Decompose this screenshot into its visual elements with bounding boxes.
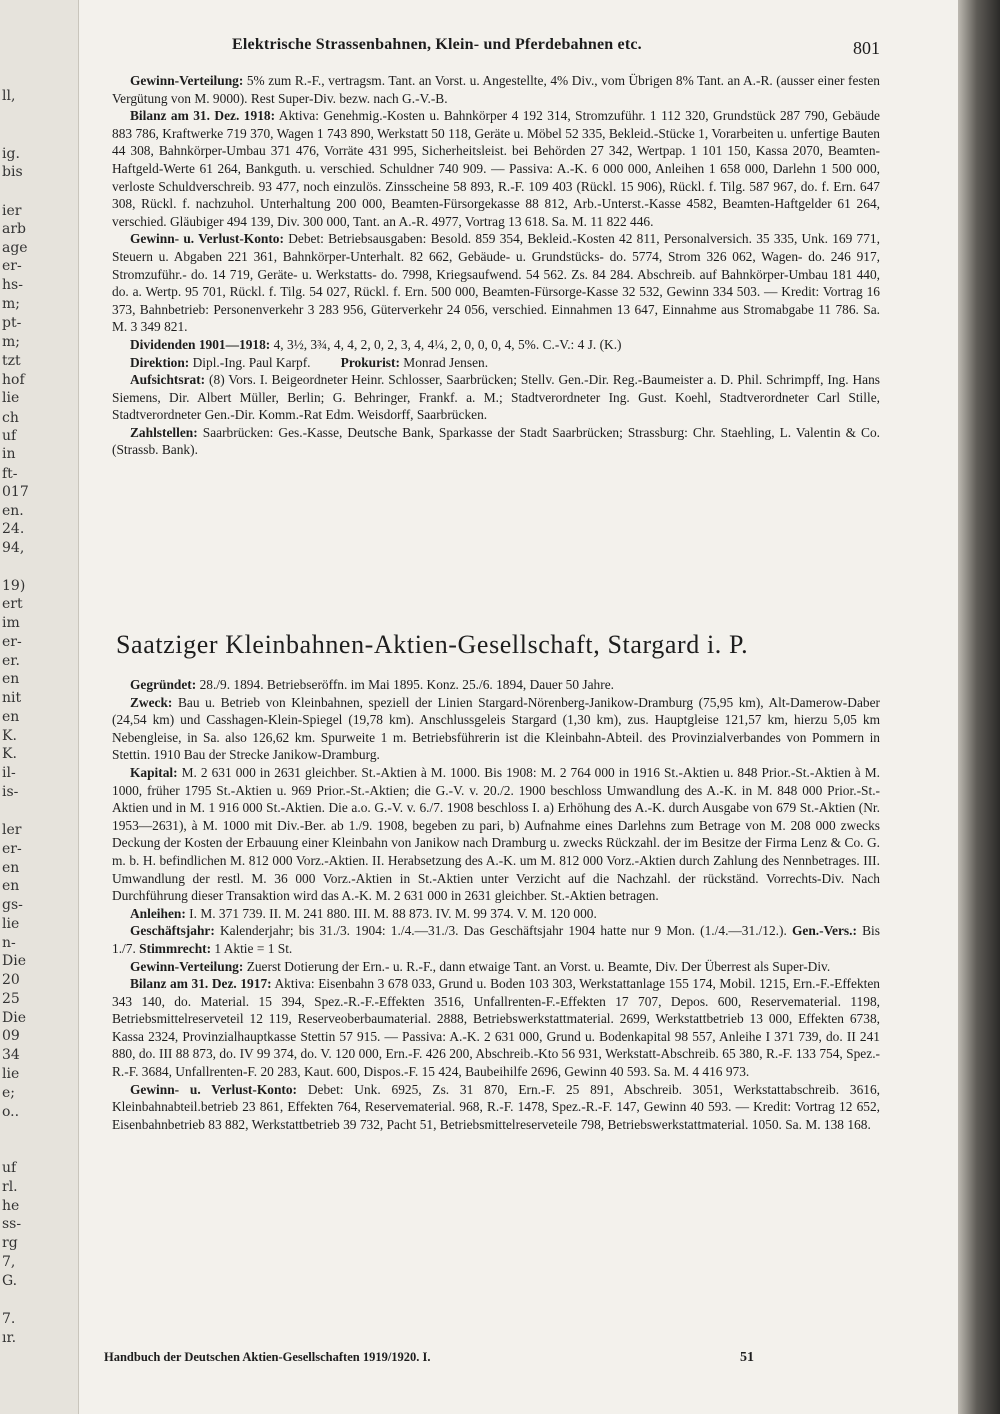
margin-fragment: 7. xyxy=(2,1311,16,1327)
margin-fragment: ll, xyxy=(2,88,16,104)
margin-fragment: in xyxy=(2,446,16,462)
margin-fragment: ss- xyxy=(2,1216,22,1232)
margin-fragment: age xyxy=(2,240,28,256)
margin-fragment: o.. xyxy=(2,1104,20,1120)
margin-fragment: ft- xyxy=(2,466,18,482)
margin-fragment: ert xyxy=(2,596,23,612)
margin-fragment: Die xyxy=(2,1010,26,1026)
margin-fragment: Die xyxy=(2,953,26,969)
margin-fragment: 94, xyxy=(2,540,25,556)
margin-fragment: im xyxy=(2,615,20,631)
previous-company-entry xyxy=(112,72,880,459)
margin-fragment: hs- xyxy=(2,277,23,293)
company-heading: Saatziger Kleinbahnen-Aktien-Gesellschaft, Stargard i. P. xyxy=(116,630,749,659)
margin-fragment: en xyxy=(2,860,20,876)
margin-fragment: he xyxy=(2,1198,20,1214)
margin-fragment: 34 xyxy=(2,1047,20,1063)
paragraph: Bilanz am 31. Dez. 1917: Aktiva: Eisenbahn 3 678 033, Grund u. Boden 103 303, Werkstattanlage 155 174, Mobil. 1215, Ern.-F.-Effekten 343 140, do. Material. 15 394, Spez.-R.-F.-Effekten 3516, Unfallrenten-F.-Effekten 17 707, Depos. 600, Reservematerial. 1198, Betriebsmittelreserveteil 12 119, Reserveoberbaumaterial. 2888, Betriebswerkstattmaterial. 2699, Werkstattbetrieb 13 000, Effekten 6738, Kassa 2324, Provinzialhauptkasse Stettin 57 915. — Passiva: A.-K. 2 631 000, Grund u. Bodenkapital 98 557, Anleihe I 371 739, do. II 241 880, do. III 88 873, do. IV 99 374, do. V. 120 000, Ern.-F. 426 200, Abschreib.-Kto 56 931, Werkstatt-Abschreib. 65 380, R.-F. 133 754, Spez.-R.-F. 3684, Unfallrenten-F. 20 283, Kaut. 600, Dispos.-F. 15 424, Baubeihilfe 2696, Gewinn 40 593. Sa. M. 4 416 973. xyxy=(112,976,881,1080)
margin-fragment: n- xyxy=(2,935,16,951)
paragraph: Anleihen: I. M. 371 739. II. M. 241 880. III. M. 88 873. IV. M. 99 374. V. M. 120 000. xyxy=(130,905,597,921)
margin-fragment: ig. xyxy=(2,146,20,162)
paragraph: Gewinn-Verteilung: Zuerst Dotierung der Ern.- u. R.-F., dann etwaige Tant. an Vorst. u. Beamte, Div. Der Überrest als Super-Div. xyxy=(130,958,831,974)
margin-fragment: ır. xyxy=(2,1330,17,1346)
paragraph: Bilanz am 31. Dez. 1918: Aktiva: Genehmig.-Kosten u. Bahnkörper 4 192 314, Stromzuführ. 1 112 320, Grundstück 287 790, Gebäude 883 786, Kraftwerke 719 370, Wagen 1 743 890, Werkstatt 50 118, Geräte u. Möbel 52 335, Bekleid.-Stücke 1, Vorarbeiten u. unfertige Bauten 44 308, Bahnkörper-Umbau 371 476, Vorräte 431 995, Sicherheitsleist. bei Behörden 27 342, Wertpap. 1 101 150, Kassa 2070, Beamten-Haftgeld-Werte 61 264, Bankguth. u. verschied. Schuldner 740 909. — Passiva: A.-K. 6 000 000, Anleihen 1 658 000, Darlehn 1 500 000, verloste Schuldverschreib. 93 477, noch einzulös. Zinsscheine 58 893, R.-F. 109 403 (Rückl. 15 906), Rückl. f. Tilg. 587 967, do. f. Ern. 647 308, Rückl. f. nachzuhol. Unterhaltung 200 000, Beamten-Fürsorgekasse 88 812, Arb.-Unterst.-Kasse 4582, Beamten-Haftgelder 61 264, verschied. Gläubiger 494 139, Div. 300 000, Tant. an A.-R. 4977, Vortrag 13 618. Sa. M. 11 822 446. xyxy=(112,108,881,229)
margin-fragment: 24. xyxy=(2,521,25,537)
margin-fragment: er- xyxy=(2,258,22,274)
margin-fragment: hof xyxy=(2,372,25,388)
paragraph: Zweck: Bau u. Betrieb von Kleinbahnen, speziell der Linien Stargard-Nörenberg-Janikow-Dramburg (75,95 km), Alt-Damerow-Daber (24,54 km) und Casshagen-Klein-Spiegel (19,78 km). Anschlussgeleis Stargard (1,30 km), zus. Hauptgleise 121,57 km, hierzu 5,05 km Nebengleise, in Sa. also 126,62 km. Spurweite 1 m. Betriebsführerin ist die Kleinbahn-Abteil. des Provinzialverbandes von Pommern in Stettin. 1910 Bau der Strecke Janikow-Dramburg. xyxy=(112,694,880,763)
paragraph: Gegründet: 28./9. 1894. Betriebseröffn. im Mai 1895. Konz. 25./6. 1894, Dauer 50 Jahre. xyxy=(130,677,614,692)
margin-fragment: er- xyxy=(2,634,22,650)
margin-fragment: ch xyxy=(2,410,19,426)
paragraph: Kapital: M. 2 631 000 in 2631 gleichber. St.-Aktien à M. 1000. Bis 1908: M. 2 764 000 in 1916 St.-Aktien u. 848 Prior.-St.-Aktien à M. 1000, früher 1795 St.-Aktien u. 969 Prior.-St.-Aktien; die G.-V. v. 20./2. 1900 beschloss Umwandlung des A.-K. in M. 848 000 Prior.-St.-Aktien und in M. 1 916 000 St.-Aktien. Die a.o. G.-V. v. 6./7. 1908 beschloss I. a) Erhöhung des A.-K. durch Ausgabe von 679 St.-Aktien (Nr. 1953—2631), à M. 1000 mit Div.-Ber. ab 1./9. 1908, begeben zu pari, b) Aufnahme eines Darlehns zum Betrage von M. 208 000 zwecks Deckung der Kosten der Erbauung einer Kleinbahn von Janikow nach Dramburg u. zwecks Rückzahl. der im Besitze der Firma Lenz & Co. G. m. b. H. befindlichen M. 812 000 Vorz.-Aktien. II. Herabsetzung des A.-K. um M. 812 000 Vorz.-Aktien durch Zahlung des Nennbetrages. III. Umwandlung der restl. M. 36 000 Vorz.-Aktien in St.-Aktien unter Verzicht auf die Nachzahl. der rückständ. Vorrechts-Div. Nach Durchführung dieser Transaktion wird das A.-K. M. 2 631 000 in 2631 gleichber. St.-Aktien betragen. xyxy=(112,764,880,904)
margin-fragment: en xyxy=(2,709,20,725)
margin-fragment: 19) xyxy=(2,578,26,594)
margin-fragment: tzt xyxy=(2,353,21,369)
margin-fragment: rl. xyxy=(2,1179,18,1195)
margin-fragment: m; xyxy=(2,296,20,312)
paragraph: Gewinn-Verteilung: 5% zum R.-F., vertragsm. Tant. an Vorst. u. Angestellte, 4% Div., vom Übrigen 8% Tant. an A.-R. (ausser einer festen Vergütung von M. 9000). Rest Super-Div. bezw. nach G.-V.-B. xyxy=(112,73,880,106)
paragraph: Direktion: Dipl.-Ing. Paul Karpf. Prokurist: Monrad Jensen. xyxy=(130,354,489,370)
footer-title: Handbuch der Deutschen Aktien-Gesellschaften 1919/1920. I. xyxy=(104,1350,431,1364)
margin-fragment: uf xyxy=(2,1160,17,1176)
margin-fragment: il- xyxy=(2,765,16,781)
paragraph: Dividenden 1901—1918: 4, 3½, 3¾, 4, 4, 2, 0, 2, 3, 4, 4¼, 2, 0, 0, 0, 4, 5%. C.-V.: 4 J. (K.) xyxy=(130,336,622,352)
margin-fragment: pt- xyxy=(2,315,22,331)
margin-fragment: is- xyxy=(2,784,19,800)
header-title: Elektrische Strassenbahnen, Klein- und Pferdebahnen etc. xyxy=(232,36,642,53)
signature-mark: 51 xyxy=(740,1350,754,1365)
margin-fragment: ler xyxy=(2,822,22,838)
margin-fragment: uf xyxy=(2,428,17,444)
margin-fragment: er. xyxy=(2,653,20,669)
margin-fragment: 09 xyxy=(2,1028,20,1044)
paragraph: Gewinn- u. Verlust-Konto: Debet: Unk. 6925, Zs. 31 870, Ern.-F. 25 891, Abschreib. 3051, Werkstattabschreib. 3616, Kleinbahnabteil.betrieb 23 861, Effekten 764, Reservematerial. 968, R.-F. 1478, Spez.-R.-F. 147, Gewinn 40 593. — Kredit: Vortrag 12 652, Eisenbahnbetrieb 83 882, Werkstattbetrieb 39 732, Pacht 51, Betriebsmittelreserveteile 798, Betriebswerkstattmaterial. 1050. Sa. M. 138 168. xyxy=(112,1081,880,1132)
margin-fragment: rg xyxy=(2,1235,18,1251)
margin-fragment: nit xyxy=(2,690,22,706)
paragraph: Aufsichtsrat: (8) Vors. I. Beigeordneter Heinr. Schlosser, Saarbrücken; Stellv. Gen.-Dir. Reg.-Baumeister a. D. Phil. Schrimpff, Ing. Hans Siemens, Dir. Albert Müller, Berlin; G. Behringer, Frankf. a. M.; Stadtverordneter Ing. Gust. Koehl, Stadtverordneter Carl Stille, Stadtverordneter Gen.-Dir. Komm.-Rat Edm. Weisdorff, Saarbrücken. xyxy=(112,372,880,423)
margin-fragment: K. xyxy=(2,728,17,744)
margin-fragment: 25 xyxy=(2,991,20,1007)
paragraph: Gewinn- u. Verlust-Konto: Debet: Betriebsausgaben: Besold. 859 354, Bekleid.-Kosten 42 811, Personalversich. 35 335, Unk. 169 771, Steuern u. Abgaben 221 361, Bahnkörper-Unterhalt. 82 662, Gebäude- u. Grundstücks- do. 5774, Strom 326 062, Wagen- do. 246 917, Stromzuführ.- do. 14 719, Geräte- u. Werkstatts- do. 7998, Kriegsaufwend. 54 562. Zs. 84 284. Abschreib. auf Bahnkörper-Umbau 181 440, do. a. Wertp. 95 701, Rückl. f. Tilg. 54 027, Rückl. f. Ern. 500 000, Beamten-Fürsorge-Kasse 32 532, Gewinn 334 503. — Kredit: Vortrag 16 373, Bahnbetrieb: Personenverkehr 3 283 956, Güterverkehr 24 056, verschied. Einnahmen 13 647, Einnahme aus Stromabgabe 11 786. Sa. M. 3 349 821. xyxy=(112,231,880,335)
margin-fragment: G. xyxy=(2,1273,18,1289)
margin-fragment: 017 xyxy=(2,484,29,500)
margin-fragment: ier xyxy=(2,203,22,219)
page-number: 801 xyxy=(853,38,880,58)
margin-fragment: lie xyxy=(2,390,20,406)
paragraph: Zahlstellen: Saarbrücken: Ges.-Kasse, Deutsche Bank, Sparkasse der Stadt Saarbrücken; Strassburg: Chr. Staehling, L. Valentin & Co. (Strassb. Bank). xyxy=(112,424,881,458)
margin-fragment: 7, xyxy=(2,1254,16,1270)
paragraph: Geschäftsjahr: Kalenderjahr; bis 31./3. 1904: 1./4.—31./3. Das Geschäftsjahr 1904 hatte nur 9 Mon. (1./4.—31./12.). Gen.-Vers.: Bis 1./7. Stimmrecht: 1 Aktie = 1 St. xyxy=(112,923,880,956)
running-header xyxy=(110,36,880,60)
margin-fragment: en xyxy=(2,671,20,687)
margin-fragment: m; xyxy=(2,334,20,350)
book-gutter-shadow xyxy=(958,0,1000,1414)
margin-fragment: arb xyxy=(2,221,27,237)
margin-fragment: en xyxy=(2,878,20,894)
margin-fragment: e; xyxy=(2,1085,16,1101)
margin-fragment: K. xyxy=(2,746,17,762)
margin-fragment: er- xyxy=(2,841,22,857)
margin-fragment: lie xyxy=(2,1066,20,1082)
margin-fragment: bis xyxy=(2,164,23,180)
margin-fragment: lie xyxy=(2,916,20,932)
company-entry xyxy=(112,676,880,1133)
margin-fragment: en. xyxy=(2,503,24,519)
margin-fragment: 20 xyxy=(2,972,20,988)
margin-fragment: gs- xyxy=(2,897,23,913)
